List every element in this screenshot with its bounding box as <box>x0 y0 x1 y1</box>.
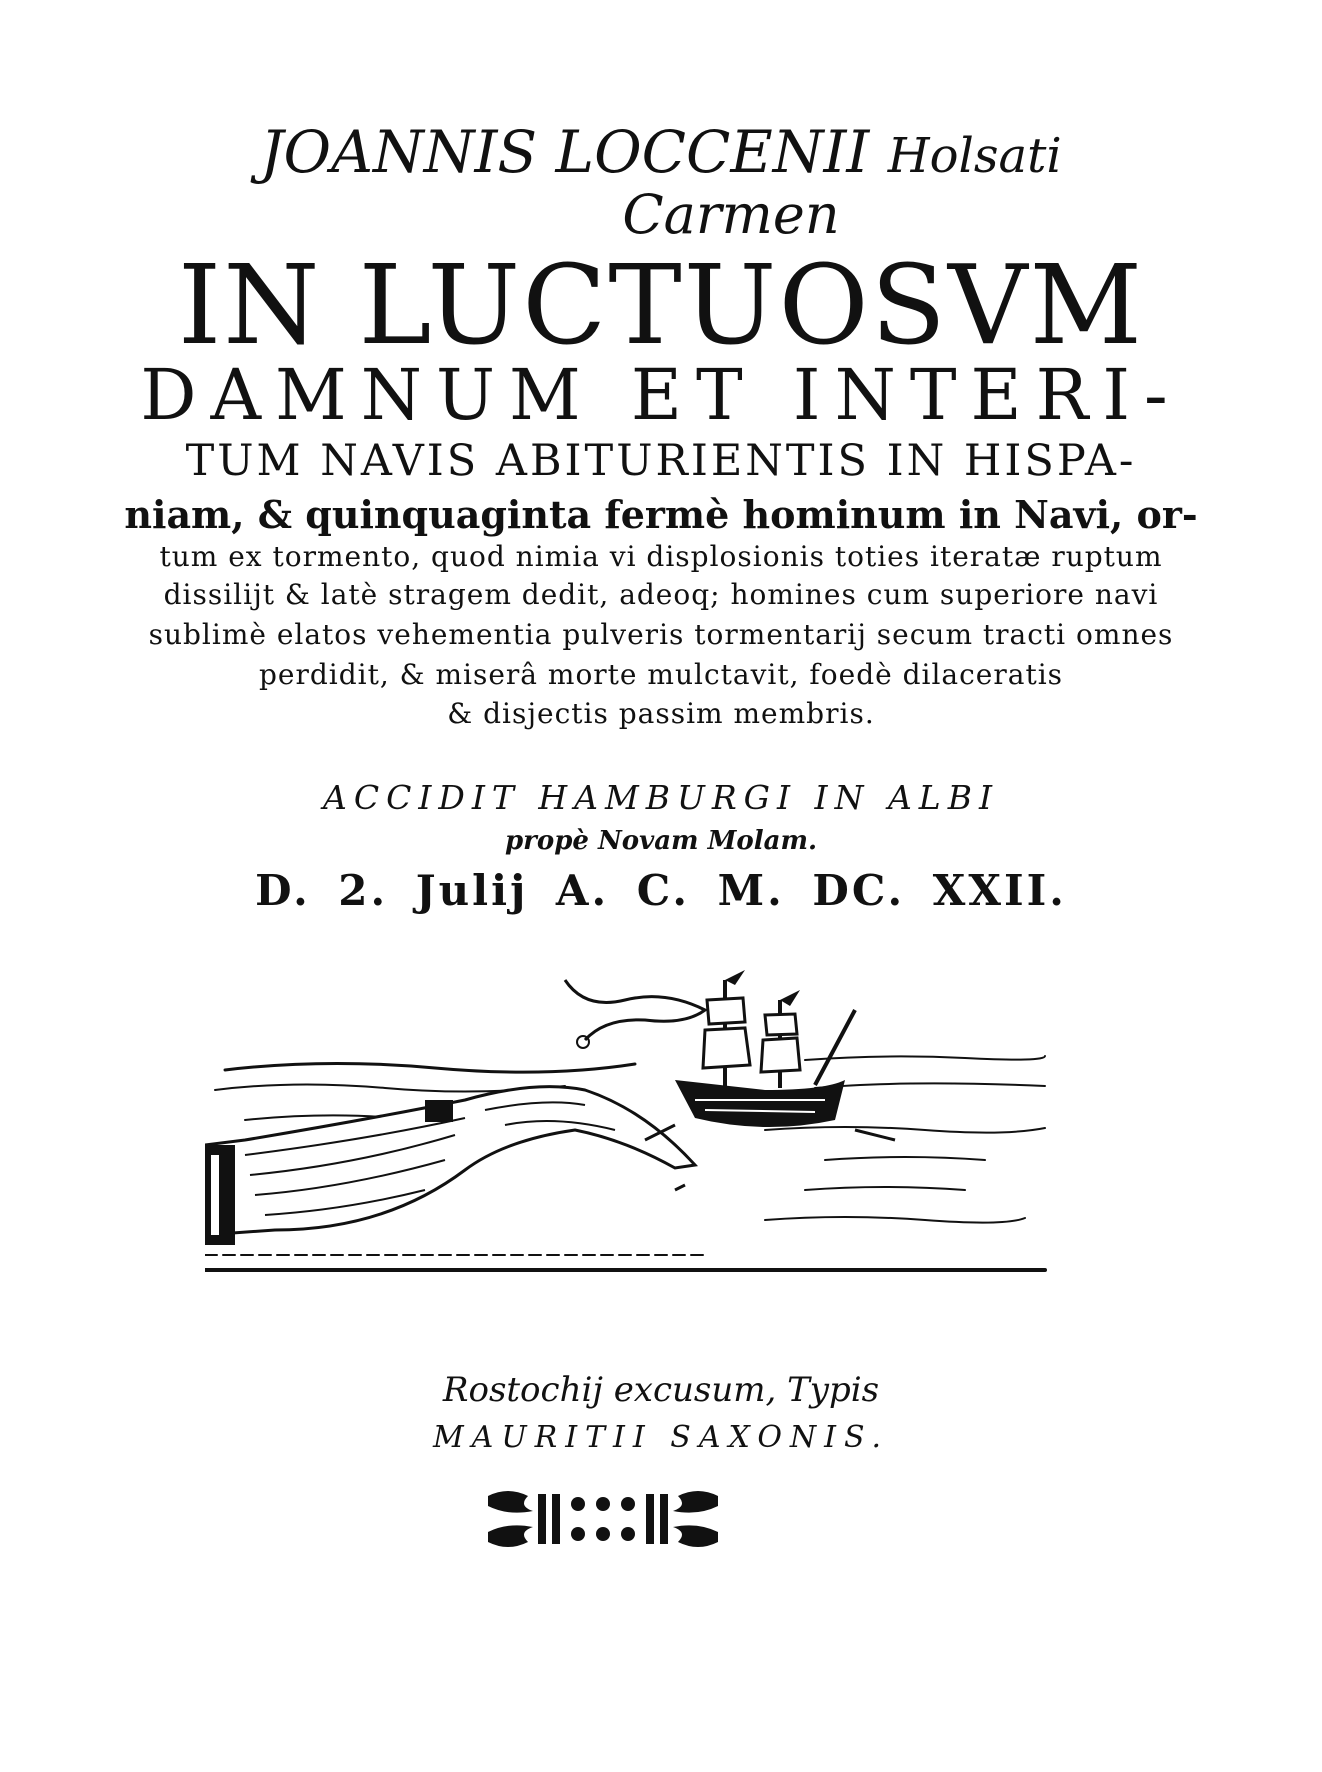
title-line-1: IN LUCTUOSVM <box>177 241 1145 369</box>
author-line <box>0 118 1322 186</box>
location-line: propè Novam Molam. <box>504 826 818 856</box>
author-origin: Holsati <box>887 128 1062 184</box>
accidit-line: ACCIDIT HAMBURGI IN ALBI <box>323 778 999 817</box>
ship-explosion-woodcut-icon <box>205 940 1055 1300</box>
title-line-3: TUM NAVIS ABITURIENTIS IN HISPA- <box>185 436 1137 486</box>
title-line-2: DAMNUM ET INTERI- <box>140 354 1182 436</box>
body-line: perdidit, & miserâ morte mulctavit, foedè dilaceratis <box>258 658 1064 691</box>
date-line: D. 2. Julij A. C. M. DC. XXII. <box>255 866 1067 915</box>
printers-ornament-icon <box>478 1486 728 1552</box>
body-line: sublimè elatos vehementia pulveris tormentarij secum tracti omnes <box>148 618 1174 651</box>
imprint-line-2: MAURITII SAXONIS. <box>432 1420 890 1455</box>
body-line: tum ex tormento, quod nimia vi displosionis toties iteratæ ruptum <box>159 540 1163 573</box>
imprint-line-1: Rostochij excusum, Typis <box>442 1370 880 1410</box>
author-name: JOANNIS LOCCENII <box>260 118 870 186</box>
genre-label: Carmen <box>622 183 840 246</box>
body-line: dissilijt & latè stragem dedit, adeoq; homines cum superiore navi <box>163 578 1159 611</box>
title-line-4: niam, & quinquaginta fermè hominum in Navi, or- <box>124 492 1198 537</box>
body-line: & disjectis passim membris. <box>447 697 875 730</box>
